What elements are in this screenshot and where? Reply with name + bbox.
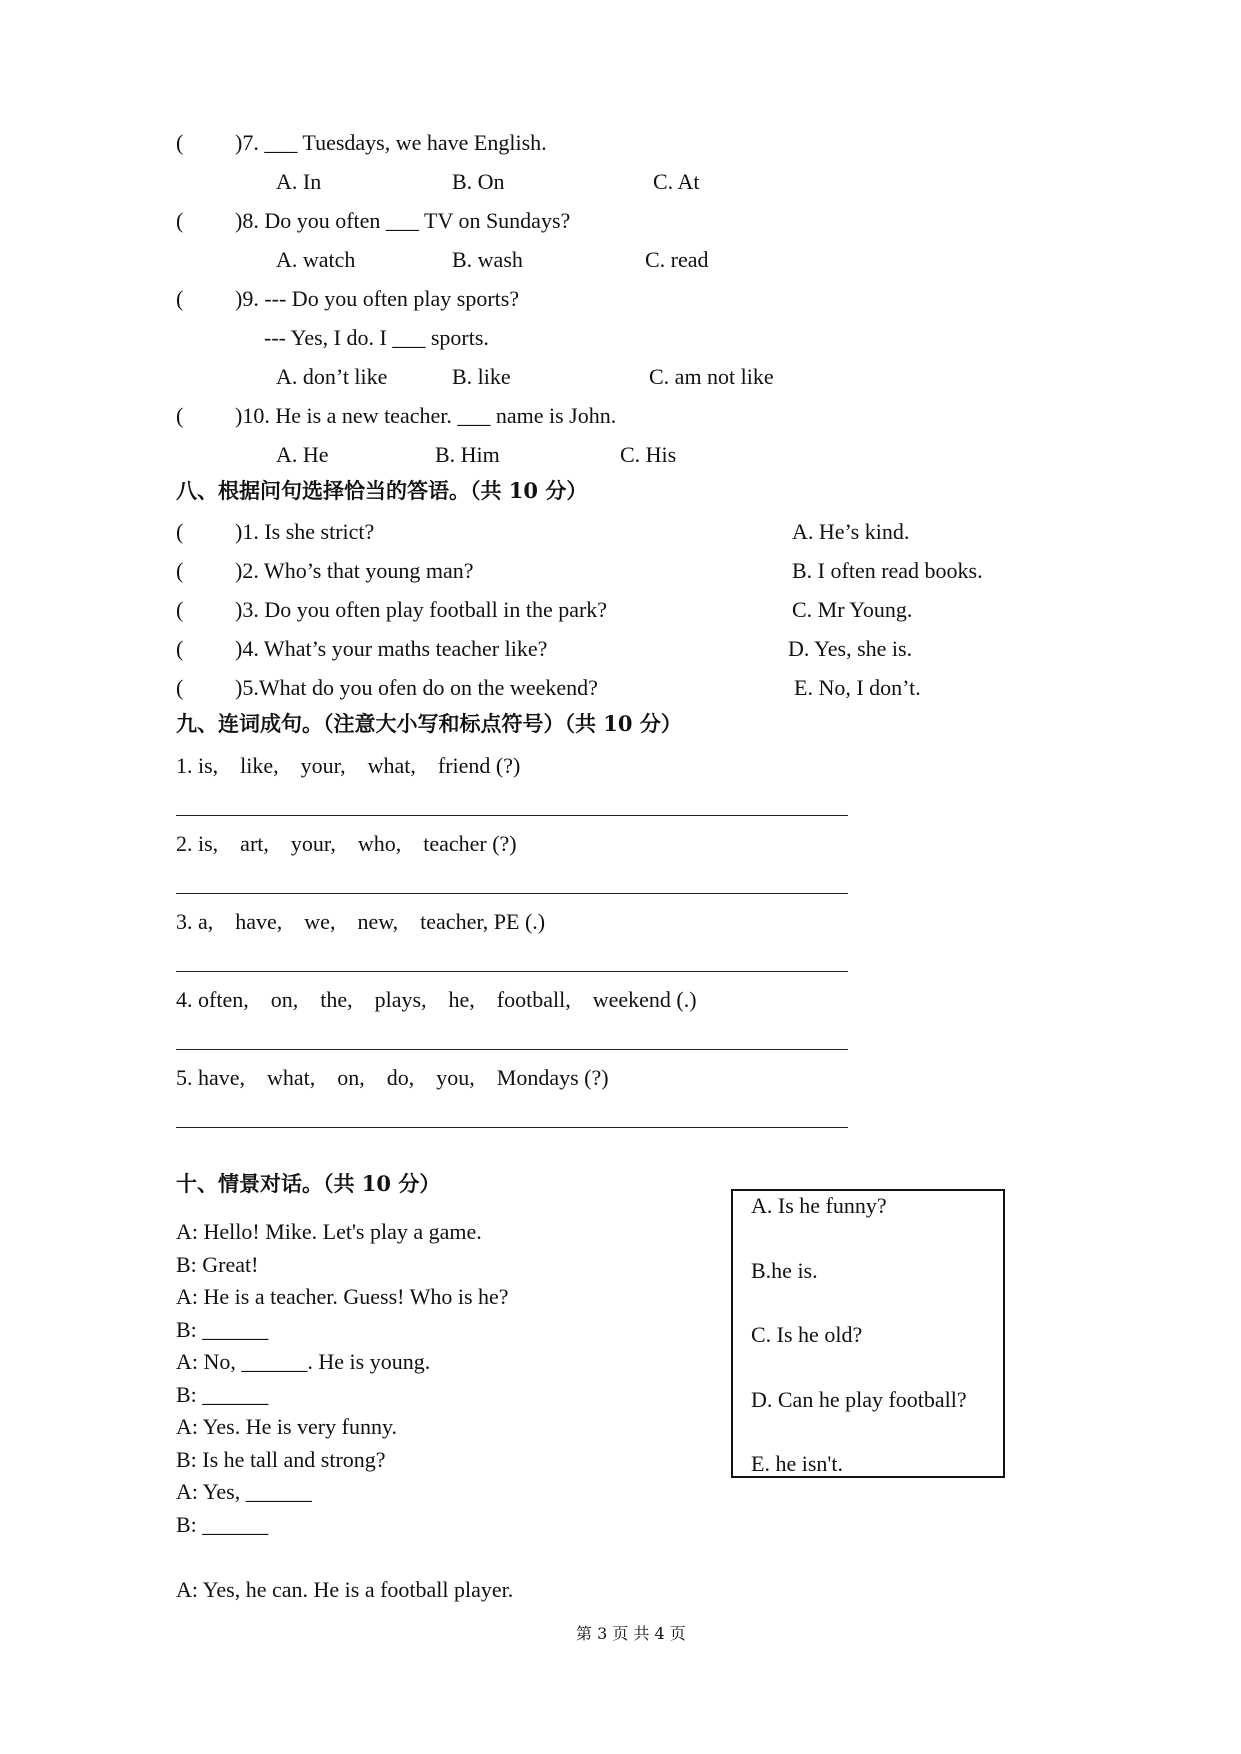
option-c: C. At — [653, 169, 700, 194]
dialogue-line: B: ______ — [176, 1512, 269, 1537]
answer-paren: ( — [176, 403, 184, 428]
matching-answer: D. Yes, she is. — [788, 636, 913, 661]
scrambled-words: 2. is, art, your, who, teacher (?) — [176, 831, 517, 856]
box-option: C. Is he old? — [751, 1322, 863, 1347]
matching-answer: B. I often read books. — [792, 558, 983, 583]
question-stem: )8. Do you often ___ TV on Sundays? — [235, 208, 571, 233]
dialogue-line: B: ______ — [176, 1382, 269, 1407]
answer-paren: ( — [176, 636, 184, 661]
answer-paren: ( — [176, 130, 184, 155]
option-b: B. like — [452, 364, 511, 389]
answer-line — [176, 971, 848, 972]
question-stem: )9. --- Do you often play sports? — [235, 286, 520, 311]
answer-line — [176, 815, 848, 816]
section-8-heading: 八、根据问句选择恰当的答语。（共 10 分） — [176, 478, 588, 503]
box-option: B.he is. — [751, 1258, 818, 1283]
dialogue-line: A: Yes, he can. He is a football player. — [176, 1577, 514, 1602]
answer-paren: ( — [176, 286, 184, 311]
option-a: A. In — [276, 169, 322, 194]
question-stem: )10. He is a new teacher. ___ name is John. — [235, 403, 617, 428]
option-a: A. don’t like — [276, 364, 388, 389]
scrambled-words: 5. have, what, on, do, you, Mondays (?) — [176, 1065, 609, 1090]
matching-answer: E. No, I don’t. — [794, 675, 921, 700]
dialogue-line: A: Yes. He is very funny. — [176, 1414, 398, 1439]
box-option: A. Is he funny? — [751, 1193, 887, 1218]
answer-paren: ( — [176, 519, 184, 544]
matching-question: )5.What do you ofen do on the weekend? — [235, 675, 598, 700]
option-c: C. am not like — [649, 364, 774, 389]
dialogue-line: B: Is he tall and strong? — [176, 1447, 386, 1472]
option-a: A. watch — [276, 247, 356, 272]
page-footer: 第 3 页 共 4 页 — [576, 1624, 686, 1643]
option-a: A. He — [276, 442, 329, 467]
answer-paren: ( — [176, 208, 184, 233]
matching-question: )1. Is she strict? — [235, 519, 375, 544]
answer-line — [176, 893, 848, 894]
matching-question: )3. Do you often play football in the park? — [235, 597, 608, 622]
question-stem: )7. ___ Tuesdays, we have English. — [235, 130, 547, 155]
dialogue-line: B: ______ — [176, 1317, 269, 1342]
scrambled-words: 4. often, on, the, plays, he, football, weekend (.) — [176, 987, 697, 1012]
dialogue-line: A: Yes, ______ — [176, 1479, 312, 1504]
box-option: E. he isn't. — [751, 1451, 843, 1476]
option-b: B. Him — [435, 442, 500, 467]
option-c: C. His — [620, 442, 677, 467]
answer-paren: ( — [176, 597, 184, 622]
option-c: C. read — [645, 247, 709, 272]
matching-question: )2. Who’s that young man? — [235, 558, 474, 583]
answer-paren: ( — [176, 675, 184, 700]
answer-line — [176, 1049, 848, 1050]
dialogue-line: B: Great! — [176, 1252, 259, 1277]
answer-line — [176, 1127, 848, 1128]
matching-answer: A. He’s kind. — [792, 519, 910, 544]
scrambled-words: 1. is, like, your, what, friend (?) — [176, 753, 521, 778]
option-b: B. wash — [452, 247, 523, 272]
box-option: D. Can he play football? — [751, 1387, 967, 1412]
question-stem-reply: --- Yes, I do. I ___ sports. — [264, 325, 489, 350]
dialogue-line: A: No, ______. He is young. — [176, 1349, 431, 1374]
section-10-heading: 十、情景对话。（共 10 分） — [176, 1171, 441, 1196]
dialogue-line: A: He is a teacher. Guess! Who is he? — [176, 1284, 509, 1309]
answer-paren: ( — [176, 558, 184, 583]
matching-answer: C. Mr Young. — [792, 597, 913, 622]
dialogue-line: A: Hello! Mike. Let's play a game. — [176, 1219, 482, 1244]
matching-question: )4. What’s your maths teacher like? — [235, 636, 548, 661]
option-b: B. On — [452, 169, 505, 194]
section-9-heading: 九、连词成句。（注意大小写和标点符号）（共 10 分） — [176, 711, 682, 736]
scrambled-words: 3. a, have, we, new, teacher, PE (.) — [176, 909, 546, 934]
